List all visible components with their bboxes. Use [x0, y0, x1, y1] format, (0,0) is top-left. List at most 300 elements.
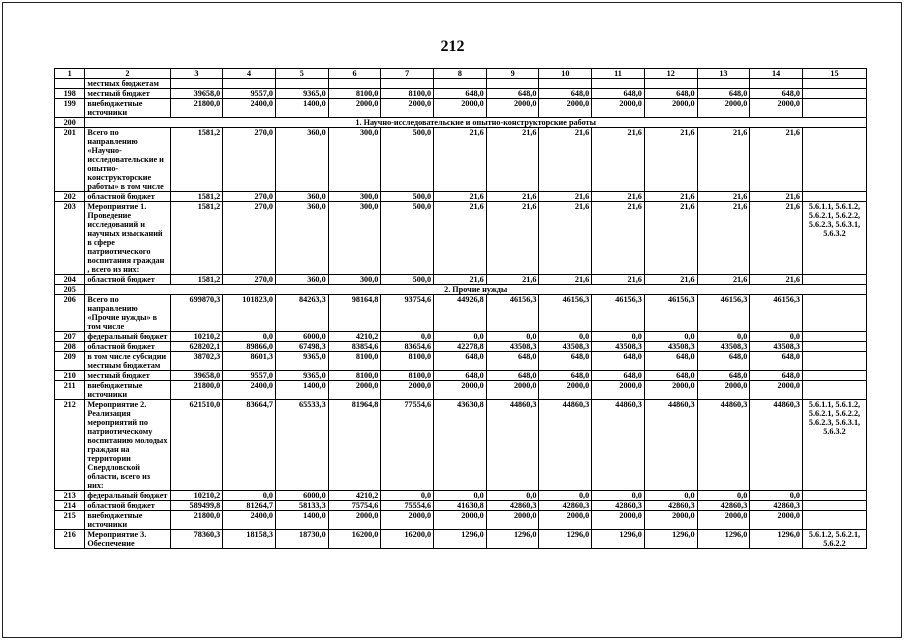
table-row: [55, 381, 867, 400]
value-cell: 300,0: [328, 192, 381, 202]
value-cell: 21,6: [750, 128, 803, 192]
value-cell: 8100,0: [328, 371, 381, 381]
column-header: 15: [802, 69, 866, 79]
value-cell: 98164,8: [328, 295, 381, 332]
value-cell: 2000,0: [486, 99, 539, 118]
value-cell: 648,0: [592, 352, 645, 371]
value-cell: 4210,2: [328, 332, 381, 342]
table-row: [55, 491, 867, 501]
value-cell: 21800,0: [170, 511, 223, 530]
value-cell: 648,0: [644, 89, 697, 99]
value-cell: 2000,0: [539, 511, 592, 530]
value-cell: 21,6: [750, 192, 803, 202]
target-ref: 5.6.1.2, 5.6.2.1, 5.6.2.2: [802, 530, 866, 549]
value-cell: 270,0: [223, 192, 276, 202]
value-cell: 1296,0: [644, 530, 697, 549]
value-cell: [434, 79, 487, 89]
value-cell: 21,6: [539, 202, 592, 275]
value-cell: 21,6: [539, 275, 592, 285]
value-cell: 46156,3: [644, 295, 697, 332]
table-row: [55, 352, 867, 371]
value-cell: 1296,0: [486, 530, 539, 549]
value-cell: 0,0: [697, 332, 750, 342]
value-cell: 2000,0: [750, 511, 803, 530]
value-cell: 9557,0: [223, 89, 276, 99]
value-cell: 1581,2: [170, 128, 223, 192]
value-cell: 270,0: [223, 202, 276, 275]
column-header: 10: [539, 69, 592, 79]
value-cell: 1400,0: [275, 511, 328, 530]
value-cell: 21,6: [644, 192, 697, 202]
value-cell: 1296,0: [539, 530, 592, 549]
value-cell: 9365,0: [275, 371, 328, 381]
target-ref: [802, 275, 866, 285]
value-cell: 16200,0: [381, 530, 434, 549]
value-cell: 89866,0: [223, 342, 276, 352]
value-cell: 1296,0: [434, 530, 487, 549]
value-cell: 2000,0: [697, 99, 750, 118]
table-row: [55, 89, 867, 99]
value-cell: 8100,0: [381, 371, 434, 381]
value-cell: 75754,6: [328, 501, 381, 511]
value-cell: [750, 79, 803, 89]
value-cell: 21,6: [592, 275, 645, 285]
value-cell: 2000,0: [381, 381, 434, 400]
value-cell: 9365,0: [275, 352, 328, 371]
value-cell: 2000,0: [750, 99, 803, 118]
value-cell: 39658,0: [170, 371, 223, 381]
value-cell: 21,6: [644, 128, 697, 192]
value-cell: 500,0: [381, 275, 434, 285]
row-name: местный бюджет: [85, 89, 170, 99]
column-header: 13: [697, 69, 750, 79]
value-cell: 81264,7: [223, 501, 276, 511]
value-cell: 10210,2: [170, 491, 223, 501]
value-cell: 2000,0: [486, 381, 539, 400]
value-cell: 65533,3: [275, 400, 328, 491]
row-name: в том числе субсидии местным бюджетам: [85, 352, 170, 371]
row-number: 209: [55, 352, 85, 371]
value-cell: [592, 79, 645, 89]
row-number: 216: [55, 530, 85, 549]
column-header: 4: [223, 69, 276, 79]
value-cell: 360,0: [275, 192, 328, 202]
value-cell: 1296,0: [592, 530, 645, 549]
value-cell: [275, 79, 328, 89]
value-cell: 21,6: [750, 275, 803, 285]
row-name: областной бюджет: [85, 342, 170, 352]
table-row: [55, 332, 867, 342]
row-name: Всего по направлению «Прочие нужды» в том числе: [85, 295, 170, 332]
row-number: 214: [55, 501, 85, 511]
value-cell: 58133,3: [275, 501, 328, 511]
row-number: 211: [55, 381, 85, 400]
value-cell: 43630,8: [434, 400, 487, 491]
row-name: внебюджетные источники: [85, 511, 170, 530]
value-cell: 21,6: [644, 202, 697, 275]
row-name: областной бюджет: [85, 501, 170, 511]
table-row: [55, 342, 867, 352]
value-cell: 21,6: [697, 192, 750, 202]
value-cell: 2000,0: [381, 511, 434, 530]
value-cell: 44860,3: [750, 400, 803, 491]
value-cell: [486, 79, 539, 89]
section-row: [55, 118, 867, 128]
value-cell: 42278,8: [434, 342, 487, 352]
target-ref: 5.6.1.1, 5.6.1.2, 5.6.2.1, 5.6.2.2, 5.6.2.3, 5.6.3.1, 5.6.3.2: [802, 400, 866, 491]
value-cell: 44860,3: [592, 400, 645, 491]
value-cell: 21,6: [486, 128, 539, 192]
value-cell: 42860,3: [486, 501, 539, 511]
value-cell: 621510,0: [170, 400, 223, 491]
table-body: [55, 69, 867, 549]
value-cell: 44926,8: [434, 295, 487, 332]
value-cell: 648,0: [539, 371, 592, 381]
table-row: [55, 501, 867, 511]
section-title: 2. Прочие нужды: [85, 285, 867, 295]
value-cell: 0,0: [486, 491, 539, 501]
value-cell: 648,0: [539, 89, 592, 99]
target-ref: [802, 99, 866, 118]
value-cell: 2000,0: [328, 511, 381, 530]
value-cell: 81964,8: [328, 400, 381, 491]
column-header: 2: [85, 69, 170, 79]
section-title: 1. Научно-исследовательские и опытно-конструкторские работы: [85, 118, 867, 128]
column-header: 9: [486, 69, 539, 79]
row-number: 215: [55, 511, 85, 530]
target-ref: [802, 381, 866, 400]
row-number: 212: [55, 400, 85, 491]
value-cell: 2000,0: [644, 381, 697, 400]
value-cell: 0,0: [539, 491, 592, 501]
table-header-row: [55, 69, 867, 79]
value-cell: 75554,6: [381, 501, 434, 511]
column-header: 5: [275, 69, 328, 79]
value-cell: 300,0: [328, 128, 381, 192]
table-row: [55, 511, 867, 530]
value-cell: 2000,0: [644, 511, 697, 530]
value-cell: 0,0: [434, 491, 487, 501]
value-cell: 6000,0: [275, 332, 328, 342]
value-cell: 93754,6: [381, 295, 434, 332]
row-name: местных бюджетам: [85, 79, 170, 89]
value-cell: [697, 79, 750, 89]
column-header: 6: [328, 69, 381, 79]
value-cell: 2000,0: [539, 381, 592, 400]
row-number: 202: [55, 192, 85, 202]
value-cell: 21,6: [644, 275, 697, 285]
value-cell: 2000,0: [434, 99, 487, 118]
value-cell: 360,0: [275, 202, 328, 275]
value-cell: 1581,2: [170, 275, 223, 285]
row-number: 198: [55, 89, 85, 99]
row-name: местный бюджет: [85, 371, 170, 381]
value-cell: 78360,3: [170, 530, 223, 549]
page-number: 212: [440, 38, 465, 55]
value-cell: 67498,3: [275, 342, 328, 352]
value-cell: 6000,0: [275, 491, 328, 501]
target-ref: [802, 89, 866, 99]
value-cell: 18730,0: [275, 530, 328, 549]
value-cell: 589499,8: [170, 501, 223, 511]
value-cell: 21,6: [434, 128, 487, 192]
value-cell: 0,0: [381, 332, 434, 342]
value-cell: 2000,0: [328, 99, 381, 118]
value-cell: 9557,0: [223, 371, 276, 381]
value-cell: 2000,0: [644, 99, 697, 118]
row-name: Мероприятие 1. Проведение исследований и научных изысканий в сфере патриотического воспитания граждан , всего из них:: [85, 202, 170, 275]
value-cell: 21,6: [486, 275, 539, 285]
value-cell: 0,0: [750, 491, 803, 501]
value-cell: 83854,6: [328, 342, 381, 352]
value-cell: 21,6: [592, 202, 645, 275]
value-cell: 699870,3: [170, 295, 223, 332]
value-cell: 0,0: [592, 491, 645, 501]
value-cell: 9365,0: [275, 89, 328, 99]
table-row: [55, 99, 867, 118]
value-cell: 0,0: [644, 332, 697, 342]
value-cell: 270,0: [223, 275, 276, 285]
value-cell: 83654,6: [381, 342, 434, 352]
table-row: [55, 128, 867, 192]
table-row: [55, 79, 867, 89]
value-cell: 648,0: [644, 352, 697, 371]
target-ref: [802, 192, 866, 202]
row-number: 208: [55, 342, 85, 352]
value-cell: 648,0: [697, 352, 750, 371]
row-number: 199: [55, 99, 85, 118]
value-cell: 21,6: [592, 128, 645, 192]
value-cell: 1400,0: [275, 99, 328, 118]
value-cell: 21,6: [434, 275, 487, 285]
row-name: областной бюджет: [85, 275, 170, 285]
column-header: 1: [55, 69, 85, 79]
value-cell: 46156,3: [697, 295, 750, 332]
value-cell: 43508,3: [592, 342, 645, 352]
value-cell: 21,6: [539, 128, 592, 192]
value-cell: 648,0: [697, 371, 750, 381]
value-cell: 648,0: [750, 371, 803, 381]
budget-table: [54, 68, 867, 549]
value-cell: 648,0: [592, 371, 645, 381]
value-cell: 8100,0: [381, 89, 434, 99]
value-cell: [539, 79, 592, 89]
row-number: [55, 79, 85, 89]
value-cell: 2000,0: [381, 99, 434, 118]
value-cell: 1296,0: [750, 530, 803, 549]
value-cell: 360,0: [275, 128, 328, 192]
row-number: 207: [55, 332, 85, 342]
value-cell: 2000,0: [328, 381, 381, 400]
row-number: 210: [55, 371, 85, 381]
column-header: 7: [381, 69, 434, 79]
value-cell: 21800,0: [170, 99, 223, 118]
value-cell: 83664,7: [223, 400, 276, 491]
value-cell: 42860,3: [750, 501, 803, 511]
value-cell: 2000,0: [697, 511, 750, 530]
value-cell: 0,0: [223, 332, 276, 342]
target-ref: [802, 371, 866, 381]
section-row: [55, 285, 867, 295]
value-cell: 84263,3: [275, 295, 328, 332]
row-number: 206: [55, 295, 85, 332]
value-cell: 21,6: [434, 202, 487, 275]
value-cell: 21,6: [697, 275, 750, 285]
value-cell: 0,0: [434, 332, 487, 342]
value-cell: 2000,0: [592, 511, 645, 530]
value-cell: 648,0: [750, 352, 803, 371]
value-cell: 500,0: [381, 128, 434, 192]
value-cell: 2400,0: [223, 381, 276, 400]
value-cell: 43508,3: [644, 342, 697, 352]
target-ref: [802, 128, 866, 192]
value-cell: 21,6: [750, 202, 803, 275]
value-cell: 46156,3: [592, 295, 645, 332]
value-cell: 21,6: [434, 192, 487, 202]
value-cell: 38702,3: [170, 352, 223, 371]
value-cell: 0,0: [486, 332, 539, 342]
value-cell: 2400,0: [223, 511, 276, 530]
target-ref: [802, 79, 866, 89]
value-cell: 0,0: [539, 332, 592, 342]
value-cell: 648,0: [486, 89, 539, 99]
value-cell: 300,0: [328, 275, 381, 285]
target-ref: [802, 501, 866, 511]
row-number: 204: [55, 275, 85, 285]
value-cell: 2000,0: [539, 99, 592, 118]
value-cell: 44860,3: [697, 400, 750, 491]
value-cell: 2000,0: [434, 511, 487, 530]
value-cell: 648,0: [434, 371, 487, 381]
value-cell: 21,6: [697, 202, 750, 275]
value-cell: 648,0: [644, 371, 697, 381]
value-cell: 500,0: [381, 202, 434, 275]
value-cell: 43508,3: [539, 342, 592, 352]
value-cell: 8100,0: [328, 352, 381, 371]
column-header: 11: [592, 69, 645, 79]
table-row: [55, 371, 867, 381]
value-cell: 2000,0: [434, 381, 487, 400]
value-cell: 0,0: [697, 491, 750, 501]
value-cell: 648,0: [539, 352, 592, 371]
table-row: [55, 275, 867, 285]
value-cell: 2000,0: [750, 381, 803, 400]
value-cell: 41630,8: [434, 501, 487, 511]
value-cell: 0,0: [644, 491, 697, 501]
value-cell: [644, 79, 697, 89]
value-cell: 1400,0: [275, 381, 328, 400]
value-cell: 0,0: [381, 491, 434, 501]
row-name: Мероприятие 2. Реализация мероприятий по патриотическому воспитанию молодых граждан на территории Свердловской области, всего из них:: [85, 400, 170, 491]
value-cell: 500,0: [381, 192, 434, 202]
value-cell: 21,6: [486, 202, 539, 275]
value-cell: 0,0: [223, 491, 276, 501]
value-cell: 44860,3: [539, 400, 592, 491]
row-name: федеральный бюджет: [85, 332, 170, 342]
value-cell: 42860,3: [592, 501, 645, 511]
target-ref: [802, 342, 866, 352]
value-cell: 21,6: [697, 128, 750, 192]
value-cell: 648,0: [592, 89, 645, 99]
value-cell: 101823,0: [223, 295, 276, 332]
value-cell: 44860,3: [486, 400, 539, 491]
value-cell: [328, 79, 381, 89]
column-header: 3: [170, 69, 223, 79]
column-header: 14: [750, 69, 803, 79]
value-cell: 10210,2: [170, 332, 223, 342]
column-header: 12: [644, 69, 697, 79]
value-cell: [223, 79, 276, 89]
row-number: 213: [55, 491, 85, 501]
row-number: 200: [55, 118, 85, 128]
value-cell: 648,0: [434, 89, 487, 99]
value-cell: 8601,3: [223, 352, 276, 371]
table-row: [55, 295, 867, 332]
row-name: внебюджетные источники: [85, 99, 170, 118]
value-cell: 21,6: [486, 192, 539, 202]
value-cell: 4210,2: [328, 491, 381, 501]
target-ref: [802, 491, 866, 501]
row-name: Мероприятие 3. Обеспечение: [85, 530, 170, 549]
value-cell: 39658,0: [170, 89, 223, 99]
value-cell: 21800,0: [170, 381, 223, 400]
value-cell: 300,0: [328, 202, 381, 275]
value-cell: 8100,0: [381, 352, 434, 371]
target-ref: [802, 511, 866, 530]
value-cell: 0,0: [592, 332, 645, 342]
value-cell: 42860,3: [697, 501, 750, 511]
value-cell: 46156,3: [539, 295, 592, 332]
value-cell: 2000,0: [697, 381, 750, 400]
value-cell: [170, 79, 223, 89]
value-cell: 43508,3: [697, 342, 750, 352]
value-cell: 270,0: [223, 128, 276, 192]
row-name: областной бюджет: [85, 192, 170, 202]
value-cell: 46156,3: [486, 295, 539, 332]
value-cell: 648,0: [697, 89, 750, 99]
table-row: [55, 202, 867, 275]
value-cell: 43508,3: [486, 342, 539, 352]
value-cell: 1296,0: [697, 530, 750, 549]
table-row: [55, 530, 867, 549]
value-cell: 2000,0: [592, 381, 645, 400]
table-row: [55, 400, 867, 491]
row-number: 201: [55, 128, 85, 192]
value-cell: 43508,3: [750, 342, 803, 352]
value-cell: 16200,0: [328, 530, 381, 549]
row-number: 205: [55, 285, 85, 295]
value-cell: 46156,3: [750, 295, 803, 332]
value-cell: 648,0: [434, 352, 487, 371]
value-cell: 44860,3: [644, 400, 697, 491]
target-ref: [802, 295, 866, 332]
value-cell: 1581,2: [170, 202, 223, 275]
row-name: федеральный бюджет: [85, 491, 170, 501]
value-cell: [381, 79, 434, 89]
value-cell: 2000,0: [592, 99, 645, 118]
value-cell: 2400,0: [223, 99, 276, 118]
value-cell: 0,0: [750, 332, 803, 342]
target-ref: [802, 332, 866, 342]
value-cell: 648,0: [486, 371, 539, 381]
value-cell: 42860,3: [539, 501, 592, 511]
column-header: 8: [434, 69, 487, 79]
value-cell: 2000,0: [486, 511, 539, 530]
value-cell: 648,0: [750, 89, 803, 99]
row-number: 203: [55, 202, 85, 275]
value-cell: 21,6: [592, 192, 645, 202]
target-ref: [802, 352, 866, 371]
